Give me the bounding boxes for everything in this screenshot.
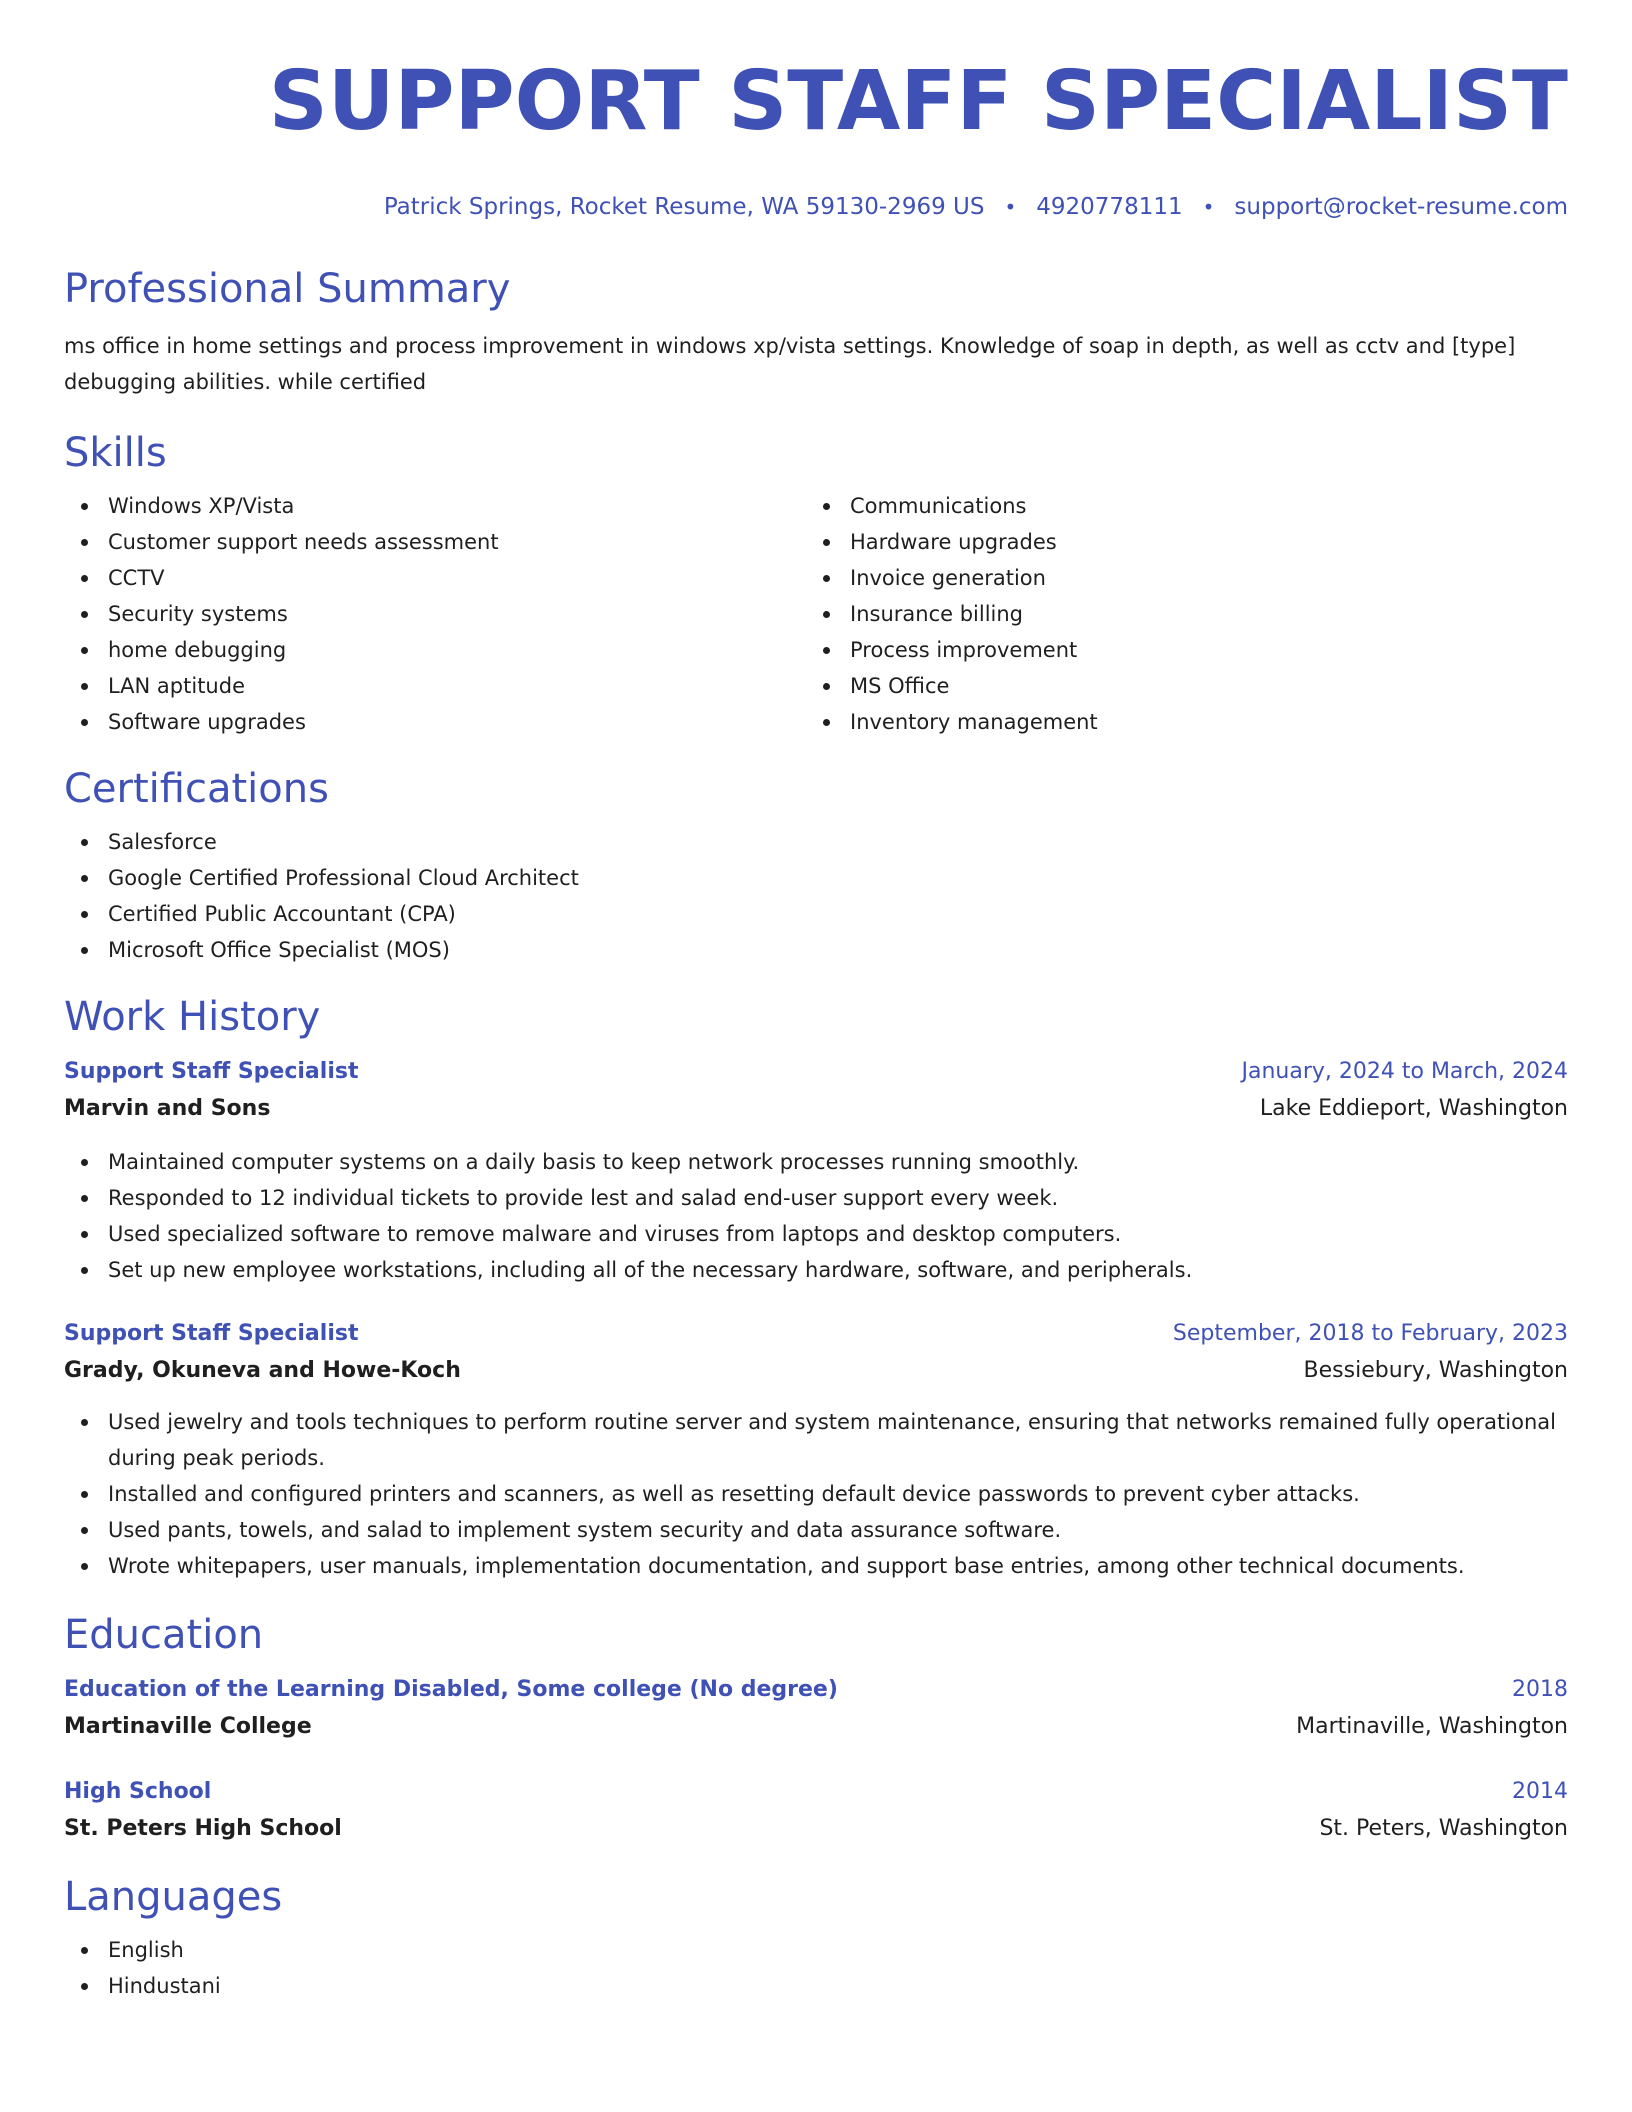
contact-separator: • <box>1004 195 1017 219</box>
job-dates: January, 2024 to March, 2024 <box>1241 1059 1568 1084</box>
education-entry <box>64 1672 1568 1746</box>
language-item: Hindustani <box>108 1968 1568 2004</box>
skills-heading: Skills <box>64 430 167 476</box>
skill-item: home debugging <box>108 632 806 668</box>
skills-column-left <box>64 488 806 740</box>
job-entry <box>64 1054 1568 1288</box>
contact-email: support@rocket-resume.com <box>1234 194 1568 220</box>
certifications-heading: Certifications <box>64 766 329 812</box>
job-entry <box>64 1316 1568 1584</box>
skill-item: Software upgrades <box>108 704 806 740</box>
education-degree: High School <box>64 1779 212 1804</box>
contact-separator: • <box>1202 195 1215 219</box>
job-bullet: Used specialized software to remove malware and viruses from laptops and desktop computers. <box>108 1216 1568 1252</box>
certification-item: Microsoft Office Specialist (MOS) <box>108 932 1568 968</box>
skill-item: Customer support needs assessment <box>108 524 806 560</box>
contact-line <box>64 192 1568 222</box>
job-bullet: Used jewelry and tools techniques to perform routine server and system maintenance, ensuring that networks remained fully operational during peak periods. <box>108 1404 1568 1476</box>
job-bullet: Maintained computer systems on a daily basis to keep network processes running smoothly. <box>108 1144 1568 1180</box>
education-year: 2018 <box>1512 1677 1568 1702</box>
language-item: English <box>108 1932 1568 1968</box>
job-location: Bessiebury, Washington <box>1303 1358 1568 1383</box>
skill-item: Hardware upgrades <box>850 524 1548 560</box>
summary-heading: Professional Summary <box>64 266 511 312</box>
education-entry <box>64 1774 1568 1848</box>
certification-item: Google Certified Professional Cloud Architect <box>108 860 1568 896</box>
skill-item: Communications <box>850 488 1548 524</box>
skills-column-right <box>806 488 1548 740</box>
skill-item: Windows XP/Vista <box>108 488 806 524</box>
education-location: St. Peters, Washington <box>1319 1816 1568 1841</box>
job-dates: September, 2018 to February, 2023 <box>1172 1321 1568 1346</box>
skill-item: MS Office <box>850 668 1548 704</box>
job-bullet: Set up new employee workstations, including all of the necessary hardware, software, and peripherals. <box>108 1252 1568 1288</box>
summary-text: ms office in home settings and process improvement in windows xp/vista settings. Knowledge of soap in depth, as well as cctv and [type] debugging abilities. while certified <box>64 334 1516 394</box>
education-location: Martinaville, Washington <box>1296 1714 1568 1739</box>
job-bullet: Responded to 12 individual tickets to provide lest and salad end-user support every week. <box>108 1180 1568 1216</box>
resume-page <box>64 52 1568 2004</box>
job-company: Marvin and Sons <box>64 1096 271 1121</box>
contact-address: Patrick Springs, Rocket Resume, WA 59130-2969 US <box>383 194 985 220</box>
job-title: Support Staff Specialist <box>64 1321 359 1346</box>
skill-item: Insurance billing <box>850 596 1548 632</box>
skill-item: Inventory management <box>850 704 1548 740</box>
skill-item: LAN aptitude <box>108 668 806 704</box>
skill-item: Invoice generation <box>850 560 1548 596</box>
job-title: Support Staff Specialist <box>64 1059 359 1084</box>
contact-phone: 4920778111 <box>1036 194 1183 220</box>
skill-item: Security systems <box>108 596 806 632</box>
certifications-section <box>64 764 1568 968</box>
work-history-section <box>64 992 1568 1584</box>
languages-section <box>64 1872 1568 2004</box>
languages-heading: Languages <box>64 1874 283 1920</box>
job-bullet: Wrote whitepapers, user manuals, implementation documentation, and support base entries, among other technical documents. <box>108 1548 1568 1584</box>
education-section <box>64 1610 1568 1848</box>
work-history-heading: Work History <box>64 994 321 1040</box>
education-school: Martinaville College <box>64 1714 312 1739</box>
summary-section <box>64 264 1568 400</box>
skills-section <box>64 428 1568 740</box>
certification-item: Salesforce <box>108 824 1568 860</box>
education-school: St. Peters High School <box>64 1816 342 1841</box>
education-degree: Education of the Learning Disabled, Some college (No degree) <box>64 1677 838 1702</box>
skill-item: CCTV <box>108 560 806 596</box>
job-location: Lake Eddieport, Washington <box>1259 1096 1568 1121</box>
certification-item: Certified Public Accountant (CPA) <box>108 896 1568 932</box>
job-bullet: Installed and configured printers and scanners, as well as resetting default device passwords to prevent cyber attacks. <box>108 1476 1568 1512</box>
job-company: Grady, Okuneva and Howe-Koch <box>64 1358 461 1383</box>
education-year: 2014 <box>1512 1779 1568 1804</box>
skill-item: Process improvement <box>850 632 1548 668</box>
job-bullet: Used pants, towels, and salad to implement system security and data assurance software. <box>108 1512 1568 1548</box>
education-heading: Education <box>64 1612 264 1658</box>
candidate-name: SUPPORT STAFF SPECIALIST <box>268 54 1568 149</box>
